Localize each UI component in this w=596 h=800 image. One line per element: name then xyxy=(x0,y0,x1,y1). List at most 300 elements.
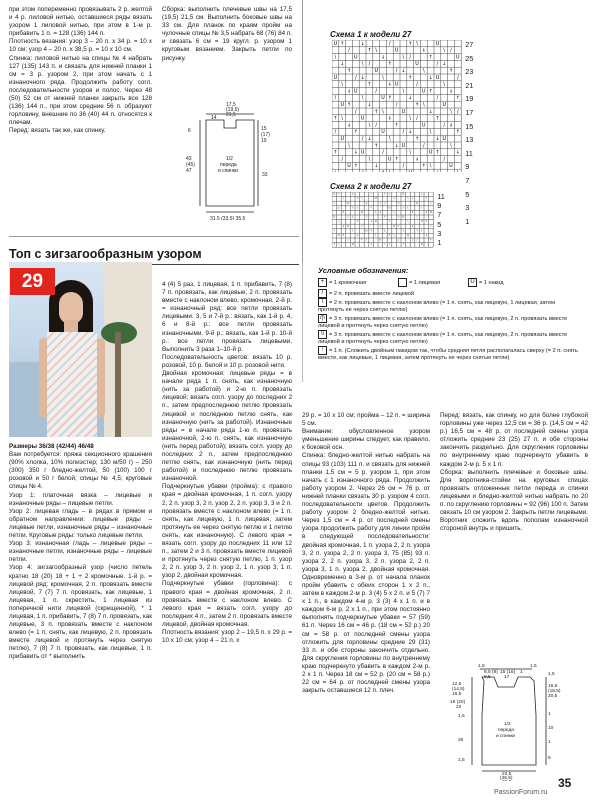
stitch-symbol: / xyxy=(443,123,446,129)
paragraph: Перед: вязать, как спинку, но для более глубокой горловины уже через 12,5 см = 36 р. (14,5 см = 42 р.) 16,5 см = 48 р. от последней смены узора отложить средние 23 (25) 27 п. и обе стороны закончить раздельно. Для скругления горловины по внутреннему краю подчеркнуто убавить в каждом 2-м р. 5 х 1 п. xyxy=(440,412,588,468)
dim-right: 1 xyxy=(548,712,551,717)
paragraph: при этом попеременно провязывать 2 р. желтой и 4 р. лиловой нитью, оставшиеся ряды вязать узором 1 лиловой нитью, при этом в 1-м р. прибавить 1 п. = 128 (136) 144 п. xyxy=(9,6,152,38)
garment-diagram-2 xyxy=(442,663,582,781)
stitch-symbol: ↑ xyxy=(333,243,336,247)
paragraph: Вам потребуется: пряжа секционного крашения (90% хлопка, 10% полиэстер; 130 м/50 г) – 250 (300) 350 г бледно-желтой, 50 (100) 100 г розовой и 50 г белой; спицы № 4,5; круговые спицы № 4. xyxy=(9,451,152,491)
label: и спинки xyxy=(496,734,516,739)
stitch-symbol: / xyxy=(416,116,418,122)
stitch-symbol: / xyxy=(402,164,405,170)
stitch-symbol: \ xyxy=(379,201,381,205)
stitch-symbol: \ xyxy=(338,220,340,224)
stitch-symbol: U xyxy=(401,109,406,115)
dim-right: 1,5 xyxy=(548,672,555,677)
row-number: 21 xyxy=(465,80,474,90)
stitch-symbol: U xyxy=(420,243,423,247)
stitch-symbol: \ xyxy=(341,116,344,122)
dim-top: 17,5 xyxy=(226,102,236,108)
dim-left: 22 xyxy=(456,705,462,710)
stitch-symbol: ↑ xyxy=(411,211,414,214)
divider xyxy=(9,236,299,237)
dim-top: 1,5 xyxy=(530,664,537,669)
row-number: 19 xyxy=(465,94,474,104)
stitch-symbol: U xyxy=(340,137,344,142)
row-number: 27 xyxy=(465,40,474,49)
stitch-symbol: ↑ xyxy=(353,164,358,170)
stitch-symbol: \ xyxy=(368,123,371,129)
row-number: 11 xyxy=(437,192,445,201)
dim-bottom: (26,5) xyxy=(500,776,513,781)
dim-left: 26 xyxy=(458,738,464,743)
stitch-symbol: ↑ xyxy=(388,234,391,237)
stitch-symbol: / xyxy=(354,109,357,115)
stitch-symbol: / xyxy=(416,238,418,242)
stitch-symbol: U xyxy=(337,234,340,237)
k3tog-left-icon: \\ xyxy=(318,330,327,339)
stitch-symbol: ↓ xyxy=(397,215,400,219)
stitch-symbol: ↓ xyxy=(387,116,392,122)
stitch-symbol: / xyxy=(402,206,404,210)
stitch-symbol: / xyxy=(347,215,349,219)
knit-stitch-icon xyxy=(398,278,407,287)
stitch-symbol xyxy=(435,170,439,172)
text-col2-top xyxy=(162,6,292,63)
stitch-symbol: / xyxy=(422,143,425,149)
stitch-symbol: ↓ xyxy=(383,229,386,233)
stitch-symbol xyxy=(381,170,385,172)
paragraph: 29 р. = 10 х 10 см; пройма – 12 п. = ширина 5 см. xyxy=(302,412,430,428)
dim-bottom: 23,5 xyxy=(502,772,512,777)
stitch-symbol: ↑ xyxy=(367,82,372,88)
stitch-symbol: U xyxy=(333,41,338,47)
stitch-symbol: / xyxy=(416,215,418,219)
stitch-symbol: U xyxy=(360,150,365,156)
stitch-symbol: U xyxy=(354,55,358,61)
stitch-symbol: / xyxy=(347,238,349,242)
row-number: 15 xyxy=(465,121,474,131)
dim-left: 43 xyxy=(186,156,192,162)
stitch-symbol: ↓ xyxy=(353,150,358,156)
stitch-symbol: / xyxy=(356,206,358,210)
stitch-symbol: \ xyxy=(388,137,391,142)
stitch-symbol: ↓ xyxy=(374,164,379,170)
stitch-symbol xyxy=(362,170,364,172)
stitch-symbol: U xyxy=(402,215,405,219)
stitch-symbol: / xyxy=(348,48,350,54)
stitch-symbol: \ xyxy=(389,192,390,196)
stitch-symbol: ↑ xyxy=(387,62,392,68)
stitch-symbol: ↑ xyxy=(394,157,399,163)
stitch-symbol: ↑ xyxy=(342,211,345,214)
stitch-symbol: ↓ xyxy=(421,48,426,54)
stitch-symbol: U xyxy=(416,201,419,205)
dim-left: (14,5) xyxy=(452,687,465,692)
central-double-decrease-icon: ↑ xyxy=(318,346,327,355)
dim-top: (19,5) xyxy=(226,107,240,113)
stitch-symbol: U xyxy=(442,103,446,108)
legend-item: \\ = 3 п. провязать вместе с наклоном влево (= 1 п. снять, как лицевую, 2 п. провязать вместе лицевой и протянуть через снятую петлю) xyxy=(318,331,568,346)
stitch-symbol: ↑ xyxy=(342,234,345,237)
stitch-symbol: ↑ xyxy=(428,55,433,61)
row-number: 5 xyxy=(437,219,442,229)
stitch-symbol: ↓ xyxy=(387,82,392,88)
stitch-symbol: \ xyxy=(450,143,452,149)
stitch-symbol: U xyxy=(456,55,460,61)
stitch-symbol: ↓ xyxy=(408,130,413,136)
stitch-symbol: U xyxy=(422,89,426,95)
stitch-symbol: \ xyxy=(361,62,364,68)
dim-right: 20,5 xyxy=(548,694,558,699)
paragraph: Спинка: бледно-желтой нитью набрать на спицы 93 (103) 111 п. и связать для нижней планки 1,5 см = 5 р. узором 1, при этом начать с 1 изнаночного ряда. Продолжить работу узором 2. Через 26 см = 76 р. от нижней планки связать 30 р. узором 4 согл. последовательности цветов. Продолжить работу узором 2 бледно-желтой нитью. Через 1,5 см = 4 р. от последней смены узора продолжить работу для линии пройм в следующей последовательности: двойная кромочная, 1 п. узора 2, 2 п. узора 3, 2 п. узора 2, 2 п. узора 3, 75 (85) 93 п. узора 2, 2 п. узора 3, 2 п. узора 2, 2 п. узора 3, 1 п. узора 2, двойная кромочная. Одновременно в 3-м р. от начала планок пройм убавить с обеих сторон 1 х 2 п., затем в каждом 2-м р. 3 (4) 5 х 2 п. и 5 (7) 7 х 1 п., в каждом 4-м р. 3 (3) 4 х 1 п. и в каждом 6-м р. 2 х 1 п., при этом постоянно выполнять подчеркнутые убавки = 57 (59) 61 п. Через 16 см = 46 р. (18 см = 52 р.) 20 см = 58 р. от последней смены узора отложить для горловины средние 29 (31) 33 п. и обе стороны закончить отдельно. Для скругления горловины по внутреннему краю подчеркнуто убавить в каждом 2-м р. 2 х 1 п. Через 18 см = 52 р. (20 см = 58 р.) 22 см = 64 р. от последней смены узора закрыть оставшиеся 12 п. плеч. xyxy=(302,452,430,695)
stitch-symbol: U xyxy=(402,192,405,196)
stitch-symbol: ↓ xyxy=(360,41,365,47)
stitch-symbol: \ xyxy=(382,75,384,81)
stitch-symbol: / xyxy=(375,234,377,237)
scheme2-grid xyxy=(332,189,510,248)
stitch-symbol: \ xyxy=(382,109,384,115)
stitch-symbol: U xyxy=(394,82,399,88)
dim-bottom: 31,5 (33,5) 35,5 xyxy=(210,216,246,220)
stitch-symbol: ↓ xyxy=(365,201,368,205)
stitch-symbol: ↑ xyxy=(374,109,379,115)
stitch-symbol xyxy=(408,170,412,172)
stitch-symbol: ↑ xyxy=(367,48,372,54)
stitch-symbol: \ xyxy=(409,150,412,156)
stitch-symbol: ↓ xyxy=(448,123,454,129)
stitch-symbol: \ xyxy=(352,206,354,210)
stitch-symbol: ↑ xyxy=(435,116,440,122)
stitch-symbol: U xyxy=(354,89,358,95)
paragraph: Подчеркнутые убавки (пройма): с правого края = двойная кромочная, 1 п. согл. узору 2, 2 п. узор 3, 2 п. узор 2, 2 п. узор 3, 3 и 2 п. провязать вместе с наклоном влево (= 1 п. снять, как лицевую, 1 п. лицевая, затем протянуть ее через снятую петлю и 1 петлю снять, как изнаночную). С левого края = вязать согл. узору до последних 11 или 12 п., затем 2 и 3 п. провязать вместе лицевой и протянуть через снятую петлю, 1 п. узор 2, 2 п. узор 3, 2 п. узор 2, 1 п. узор 3, 1 п. узор 2, двойная кромочная. xyxy=(162,483,292,580)
label: 1/2 xyxy=(226,156,233,162)
stitch-symbol: U xyxy=(360,116,365,122)
scheme2-title: Схема 2 к модели 27 xyxy=(330,182,412,191)
stitch-symbol: U xyxy=(429,211,432,214)
k2tog-icon: / xyxy=(318,289,327,298)
stitch-symbol: / xyxy=(395,103,398,108)
dim-right: 19 xyxy=(261,138,267,144)
stitch-symbol: \ xyxy=(422,103,425,108)
stitch-symbol: / xyxy=(389,220,390,224)
stitch-symbol: ↓ xyxy=(406,206,409,210)
stitch-symbol: ↓ xyxy=(428,109,433,115)
stitch-symbol: ↑ xyxy=(387,96,392,102)
stitch-symbol: ↑ xyxy=(429,238,432,242)
stitch-symbol: U xyxy=(388,206,391,210)
scheme1-grid xyxy=(332,40,510,172)
stitch-symbol: ↓ xyxy=(442,62,447,68)
yarn-over-icon: U xyxy=(468,278,477,287)
stitch-symbol: \ xyxy=(429,164,432,170)
stitch-symbol: \ xyxy=(341,82,344,88)
dim-top: 15 (16) xyxy=(500,670,516,675)
stitch-symbol: U xyxy=(388,157,392,163)
page-title: Топ с зигзагообразным узором xyxy=(9,247,202,261)
text-col1-top xyxy=(9,6,152,136)
stitch-symbol: \ xyxy=(334,55,337,61)
stitch-symbol: \ xyxy=(352,229,354,233)
stitch-symbol: / xyxy=(368,62,371,68)
stitch-symbol: ↓ xyxy=(397,238,400,242)
stitch-symbol: / xyxy=(361,137,364,142)
stitch-symbol: U xyxy=(449,164,453,170)
stitch-symbol: ↓ xyxy=(370,220,373,224)
stitch-symbol: ↓ xyxy=(448,89,454,95)
stitch-symbol: ↓ xyxy=(346,123,352,129)
stitch-symbol: / xyxy=(456,75,459,81)
stitch-symbol: U xyxy=(333,215,336,219)
stitch-symbol: \ xyxy=(429,130,432,136)
paragraph: Сборка: выполнить плечевые швы на 17,5 (19,5) 21,5 см. Выполнить боковые швы на 33 см. Для планок по краям пройм на чулочные спицы № 3,5 набрать 68 (76) 84 п. и связать 6 см = 19 кругл. р. узором 1 круговым вязанием. Закрыть петли по рисунку. xyxy=(162,6,292,62)
ssk-icon: \ xyxy=(318,298,327,307)
stitch-symbol: ↓ xyxy=(455,150,460,156)
paragraph: Перед: вязать так же, как спинку. xyxy=(9,127,106,135)
stitch-symbol: ↑ xyxy=(353,130,358,136)
stitch-symbol: / xyxy=(375,89,378,95)
stitch-symbol: U xyxy=(428,150,433,156)
stitch-symbol: \ xyxy=(421,229,423,233)
stitch-symbol: U xyxy=(422,123,426,129)
paragraph: Двойная кромочная: лицевые ряды = в начале ряда 1 п. снять, как изнаночную (нить за работой) и 2-ю п. провязать лицевой; вязать согл. узору до последних 2 п., затем предпоследнюю петлю провязать лицевой и последнюю петлю снять, как изнаночную (нить за работой). Изнаночные ряды = в начале ряда 1-ю п. провязать изнаночной, 2-ю п. снять, как изнаночную (нить перед работой); вязать согл. узору до последних 2 п., затем предпоследнюю петлю снять, как изнаночную (нить перед работой) и последнюю петлю провязать изнаночной. xyxy=(162,370,292,483)
stitch-symbol: ↑ xyxy=(370,206,373,210)
label: 1/2 xyxy=(504,722,511,727)
stitch-symbol: \ xyxy=(422,69,425,74)
stitch-symbol: ↑ xyxy=(425,197,428,201)
stitch-symbol: ↑ xyxy=(455,130,460,136)
stitch-symbol: ↓ xyxy=(414,157,420,163)
legend-item: / = 2 п. провязать вместе лицевой xyxy=(318,289,414,298)
dim-right: 16,5 xyxy=(548,684,558,689)
stitch-symbol: ↓ xyxy=(408,96,413,102)
stitch-symbol: / xyxy=(416,82,418,88)
stitch-symbol: / xyxy=(370,192,372,196)
legend-item: = 1 лицевая xyxy=(398,278,440,287)
stitch-symbol: / xyxy=(382,150,384,156)
stitch-symbol: ↓ xyxy=(428,75,433,81)
stitch-symbol: U xyxy=(333,75,338,81)
stitch-symbol: ↑ xyxy=(383,192,386,196)
stitch-symbol: ↓ xyxy=(401,69,406,74)
stitch-symbol: \ xyxy=(361,197,363,201)
stitch-symbol: / xyxy=(343,197,344,201)
stitch-symbol: \ xyxy=(361,96,364,102)
stitch-symbol: / xyxy=(375,123,378,129)
stitch-symbol xyxy=(389,170,391,172)
stitch-symbol: U xyxy=(442,137,446,142)
paragraph: Узор 4: зигзагообразный узор (число петель кратно 18 (20) 18 + 1 + 2 кромочные. 1-й р. = лицевой ряд: кромочная, 2 п. провязать вместе лицевой, 7 (7) 7 п. провязать, как лицевые, 1 лицевая, 1 п. скрестить, 1 лицевая из поперечной нити лицевой (скрещенной), * 1 лицевая, 1 п. прибавить, 7 (8) 7 п. провязать, как лицевые, 3 п. провязать вместе с наклоном влево (= 1 п. снять, как лицевую, 2 п. провязать вместе лицевой и протянуть через снятую петлю), 7 (8) 7 п. провязать, как лицевые, 1 п. прибавить от * выполнить xyxy=(9,564,153,661)
stitch-symbol: ↑ xyxy=(356,220,359,224)
garment-diagram-1 xyxy=(176,100,296,220)
stitch-symbol: ↓ xyxy=(425,234,428,237)
stitch-symbol: / xyxy=(388,41,391,47)
dim-right: 15 xyxy=(261,126,267,132)
stitch-symbol: ↓ xyxy=(393,197,396,201)
stitch-symbol: / xyxy=(333,229,335,233)
legend-item: \ = 2 п. провязать вместе с наклоном влево (= 1 п. снять, как лицевую, 1 лицевая, затем протянуть ее через снятую петлю) xyxy=(318,299,555,314)
stitch-symbol: ↑ xyxy=(397,201,400,205)
stitch-symbol: \ xyxy=(338,243,340,247)
dim-top: 8,5 (9) xyxy=(484,670,498,675)
page-number: 35 xyxy=(558,776,572,790)
dim-right: (17) xyxy=(261,132,270,138)
stitch-symbol: / xyxy=(402,130,405,136)
row-number: 7 xyxy=(465,176,470,185)
stitch-symbol: ↓ xyxy=(367,103,372,108)
label: переда xyxy=(220,162,237,168)
stitch-symbol: / xyxy=(443,157,446,163)
stitch-symbol: U xyxy=(374,69,378,74)
stitch-symbol: ↑ xyxy=(408,75,413,81)
edge-stitch-icon: + xyxy=(318,278,327,287)
row-number: 13 xyxy=(465,135,474,145)
paragraph: Узор 3: изнаночная гладь – лицевые ряды – изнаночные петли, изнаночные ряды – лицевые петли. xyxy=(9,540,152,564)
stitch-symbol: / xyxy=(456,109,459,115)
legend-item: /|\ = 3 п. провязать вместе с наклоном влево (= 1 п. снять, как лицевую, 2 п. провязать вместе лицевой и протянуть через снятую петлю) xyxy=(318,315,568,330)
dim-top: 1,5 xyxy=(478,664,485,669)
dim-left: 18 (20) xyxy=(450,700,466,705)
legend-item: U = 1 накид xyxy=(468,278,504,287)
row-number: 9 xyxy=(465,162,470,172)
stitch-symbol: ↑ xyxy=(333,116,338,122)
stitch-symbol: ↑ xyxy=(435,150,440,156)
stitch-symbol: \ xyxy=(402,55,405,61)
text-col3 xyxy=(302,412,430,695)
row-number: 3 xyxy=(465,203,470,213)
stitch-symbol: / xyxy=(450,48,452,54)
dim-side: 33 xyxy=(262,172,268,178)
text-col2-bottom xyxy=(162,281,292,645)
stitch-symbol: U xyxy=(435,41,440,47)
sizes: Размеры 36/38 (42/44) 46/48 xyxy=(9,443,94,450)
stitch-symbol: \ xyxy=(366,215,367,219)
stitch-symbol: ↓ xyxy=(351,215,354,219)
dim-neck: 14 xyxy=(211,115,217,121)
stitch-symbol: ↑ xyxy=(346,103,352,108)
stitch-symbol: ↑ xyxy=(370,229,373,233)
text-col4 xyxy=(440,412,588,533)
stitch-symbol: / xyxy=(402,229,404,233)
stitch-symbol: U xyxy=(351,243,354,247)
stitch-symbol: ↓ xyxy=(346,89,352,95)
stitch-symbol: ↓ xyxy=(380,55,386,61)
stitch-symbol: ↓ xyxy=(351,192,354,196)
stitch-symbol: U xyxy=(435,75,440,81)
stitch-symbol: \ xyxy=(409,116,412,122)
dim-left: 1,5 xyxy=(458,714,465,719)
stitch-symbol: ↑ xyxy=(356,197,359,201)
stitch-symbol: / xyxy=(436,96,439,102)
stitch-symbol: U xyxy=(394,48,399,54)
scheme1-title: Схема 1 к модели 27 xyxy=(330,30,412,39)
stitch-symbol: \ xyxy=(412,238,413,242)
stitch-symbol: U xyxy=(347,164,351,170)
stitch-symbol: ↓ xyxy=(367,137,372,142)
stitch-symbol: \ xyxy=(416,41,418,47)
stitch-symbol: U xyxy=(347,224,350,228)
dim-top: 21,5 xyxy=(226,112,236,118)
dim-right: 1 xyxy=(548,740,551,745)
stitch-symbol: \ xyxy=(393,234,395,237)
stitch-symbol: / xyxy=(361,224,363,228)
stitch-symbol: \ xyxy=(443,82,446,88)
stitch-symbol: U xyxy=(381,96,385,102)
stitch-symbol: U xyxy=(401,143,406,149)
stitch-symbol: \ xyxy=(333,201,335,205)
dim-left: 47 xyxy=(186,168,192,174)
dim-bottom xyxy=(502,779,512,781)
dim-left: (45) xyxy=(186,162,195,168)
stitch-symbol: ↑ xyxy=(346,69,352,74)
stitch-symbol: ↓ xyxy=(425,211,428,214)
paragraph: Узор 1: платочная вязка – лицевые и изнаночные ряды – лицевые петли. xyxy=(9,491,152,507)
stitch-symbol: ↑ xyxy=(425,220,428,224)
stitch-symbol: / xyxy=(354,75,357,81)
stitch-symbol: ↑ xyxy=(374,143,379,149)
row-number: 5 xyxy=(465,189,470,199)
stitch-symbol: / xyxy=(395,69,398,74)
stitch-symbol: ↑ xyxy=(416,229,419,233)
stitch-symbol: ↑ xyxy=(448,69,454,74)
paragraph: Сборка: выполнить плечевые и боковые швы. Для воротника-стойки на круговых спицах провязать отложенные петли переда и спинки лицевыми и бледно-желтой нитью набрать по 20 п. по скруглению горловины = 92 (96) 100 п. Затем связать 10 см узором 2. Закрыть петли лицевыми. Воротник сложить вдоль пополам изнаночной стороной внутрь и пришить. xyxy=(440,468,588,533)
stitch-symbol: ↓ xyxy=(342,224,345,228)
stitch-symbol: U xyxy=(365,229,368,233)
model-number-badge: 29 xyxy=(10,268,55,295)
divider xyxy=(302,262,303,382)
stitch-symbol: \ xyxy=(348,143,350,149)
stitch-symbol: ↓ xyxy=(356,234,359,237)
label: и спинки xyxy=(218,168,238,174)
stitch-symbol: ↑ xyxy=(402,243,405,247)
stitch-symbol: \ xyxy=(384,243,386,247)
stitch-symbol: \ xyxy=(402,89,405,95)
dim-top: 17 xyxy=(504,675,510,680)
stitch-symbol: / xyxy=(436,62,439,68)
stitch-symbol: ↑ xyxy=(394,123,399,129)
stitch-symbol: / xyxy=(389,243,390,247)
stitch-symbol: \ xyxy=(407,220,409,224)
row-number: 1 xyxy=(437,238,442,247)
stitch-symbol: ↑ xyxy=(414,137,420,142)
stitch-symbol: ↓ xyxy=(337,206,340,210)
stitch-symbol: \ xyxy=(421,206,423,210)
k3tog-icon: /|\ xyxy=(318,314,327,323)
stitch-symbol: / xyxy=(412,197,413,201)
dim-front: 6 xyxy=(188,128,191,134)
row-number: 11 xyxy=(465,148,473,158)
stitch-symbol: U xyxy=(393,224,396,228)
site-watermark: PassionForum.ru xyxy=(494,789,548,796)
stitch-symbol: \ xyxy=(366,238,367,242)
row-number: 9 xyxy=(437,201,442,211)
stitch-symbol: ↑ xyxy=(360,238,363,242)
stitch-symbol: U xyxy=(374,197,377,201)
stitch-symbol: ↓ xyxy=(379,211,382,214)
row-number: 7 xyxy=(437,210,442,220)
row-number: 23 xyxy=(465,67,474,77)
paragraph: Плотность вязания: узор 2 – 19,5 п. х 29 р. = 10 х 10 см; узор 4 – 21 п. х xyxy=(162,629,293,645)
dim-left: 1,5 xyxy=(458,758,465,763)
legend-title: Условные обозначения: xyxy=(318,266,409,275)
paragraph: Подчеркнутые убавки (горловина): с правого края = двойная кромочная, 2 п. провязать вместе с наклоном влево. С левого края = вязать согл. узору до последних 4 п., затем 2 п. провязать вместе лицевой, двойная кромочная. xyxy=(162,580,292,628)
stitch-symbol: U xyxy=(415,62,419,68)
legend-item: + = 1 кромочная xyxy=(318,278,366,287)
stitch-symbol: ↓ xyxy=(394,143,399,149)
stitch-symbol: U xyxy=(406,234,409,237)
stitch-symbol: / xyxy=(384,201,386,205)
stitch-symbol: / xyxy=(430,201,432,205)
stitch-symbol: \ xyxy=(375,48,378,54)
stitch-symbol: ↓ xyxy=(370,243,373,247)
stitch-symbol xyxy=(333,170,337,172)
